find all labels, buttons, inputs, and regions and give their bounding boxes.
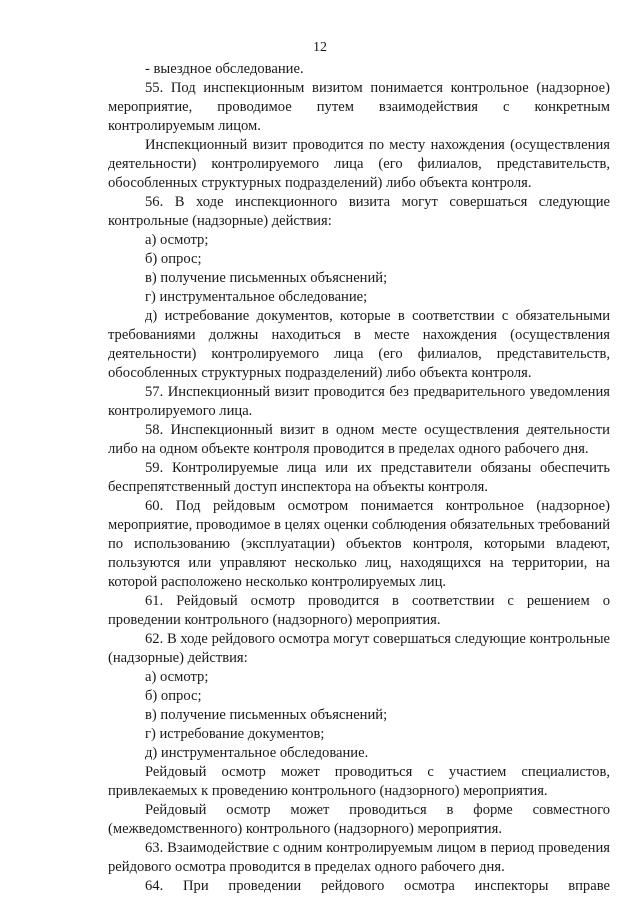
paragraph: г) инструментальное обследование; — [145, 289, 368, 305]
paragraph: б) опрос; — [145, 688, 202, 704]
paragraph: в) получение письменных объяснений; — [145, 270, 388, 286]
paragraph: 64. При проведении рейдового осмотра инспекторы вправе — [145, 878, 610, 894]
page-number: 12 — [313, 40, 327, 55]
paragraph: а) осмотр; — [145, 232, 209, 248]
paragraph: в) получение письменных объяснений; — [145, 707, 388, 723]
paragraph: 57. Инспекционный визит проводится без предварительного уведомления контролируемого лица. — [108, 384, 610, 419]
paragraph: 56. В ходе инспекционного визита могут совершаться следующие контрольные (надзорные) действия: — [108, 194, 610, 229]
paragraph: 63. Взаимодействие с одним контролируемым лицом в период проведения рейдового осмотра проводится в пределах одного рабочего дня. — [108, 840, 610, 875]
document-body — [108, 60, 610, 896]
paragraph: 58. Инспекционный визит в одном месте осуществления деятельности либо на одном объекте контроля проводится в пределах одного рабочего дня. — [108, 422, 610, 457]
paragraph: д) инструментальное обследование. — [145, 745, 369, 761]
paragraph: д) истребование документов, которые в соответствии с обязательными требованиями должны находиться в месте нахождения (осуществления деятельности) контролируемого лица (его филиалов, представительств, обособленных структурных подразделений) либо объекта контроля. — [108, 308, 610, 381]
paragraph: Инспекционный визит проводится по месту нахождения (осуществления деятельности) контролируемого лица (его филиалов, представительств, обособленных структурных подразделений) либо объекта контроля. — [108, 137, 610, 191]
paragraph: а) осмотр; — [145, 669, 209, 685]
paragraph: б) опрос; — [145, 251, 202, 267]
paragraph: г) истребование документов; — [145, 726, 325, 742]
paragraph: 62. В ходе рейдового осмотра могут совершаться следующие контрольные (надзорные) действия: — [108, 631, 610, 666]
paragraph: Рейдовый осмотр может проводиться с участием специалистов, привлекаемых к проведению контрольного (надзорного) мероприятия. — [108, 764, 610, 799]
paragraph: 60. Под рейдовым осмотром понимается контрольное (надзорное) мероприятие, проводимое в целях оценки соблюдения обязательных требований по использованию (эксплуатации) объектов контроля, которыми владеют, пользуются или управляют несколько лиц, находящихся на территории, на которой расположено несколько контролируемых лиц. — [108, 498, 610, 590]
paragraph: - выездное обследование. — [145, 61, 304, 77]
paragraph: 59. Контролируемые лица или их представители обязаны обеспечить беспрепятственный доступ инспектора на объекты контроля. — [108, 460, 610, 495]
paragraph: 61. Рейдовый осмотр проводится в соответствии с решением о проведении контрольного (надзорного) мероприятия. — [108, 593, 610, 628]
paragraph: 55. Под инспекционным визитом понимается контрольное (надзорное) мероприятие, проводимое путем взаимодействия с конкретным контролируемым лицом. — [108, 80, 610, 134]
paragraph: Рейдовый осмотр может проводиться в форме совместного (межведомственного) контрольного (надзорного) мероприятия. — [108, 802, 610, 837]
